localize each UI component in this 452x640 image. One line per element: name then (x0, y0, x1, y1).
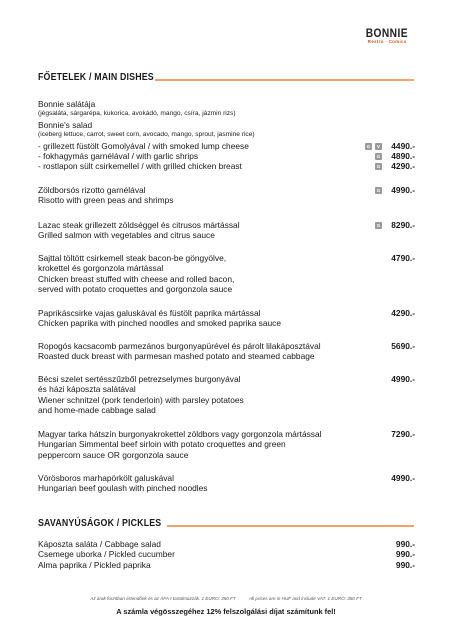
section-title-pickles: SAVANYÚSÁGOK / PICKLES (38, 518, 162, 529)
price-note-en: All prices are in HUF and include VAT. 1 EURO: 350 FT (248, 596, 362, 601)
dietary-badge-icon (375, 143, 382, 150)
dish-line: and home-made cabbage salad (38, 405, 156, 416)
service-charge-note: A számla végösszegéhez 12% felszolgálási díjat számítunk fel! (116, 607, 336, 616)
dish-line: Bécsi szelet sertésszűzből petrezselymes burgonyával (38, 374, 241, 384)
dish-price: 4990.- (391, 374, 415, 384)
section-pickles (38, 518, 178, 529)
dish-name-hu: Bonnie salátája (38, 99, 96, 109)
pickle-item: Csemege uborka / Pickled cucumber (38, 549, 175, 560)
section-main-dishes (38, 72, 170, 83)
dish-price: 8290.- (391, 220, 415, 230)
dish-line: served with potato croquettes and gorgonzola sauce (38, 284, 233, 295)
dish-name-en: Bonnie's salad (38, 119, 93, 130)
pickle-item: Káposzta saláta / Cabbage salad (38, 539, 161, 549)
section-rule-pickles (167, 525, 414, 527)
dietary-badge-icon (375, 222, 382, 229)
dish-price: 4290.- (391, 161, 415, 172)
dietary-badge-letter: G (376, 223, 381, 228)
pickle-price: 990.- (395, 559, 415, 570)
dish-line: Vörösboros marhapörkölt galuskával (38, 473, 174, 483)
section-rule-main (155, 79, 414, 81)
dish-line: Magyar tarka hátszín burgonyakrokettel zöldbors vagy gorgonzola mártással (38, 429, 322, 439)
dish-price: 4990.- (391, 185, 415, 195)
pickle-item: Alma paprika / Pickled paprika (38, 559, 151, 570)
dish-line: krokettel és gorgonzola mártással (38, 263, 164, 274)
dish-line: peppercorn sauce OR gorgonzola sauce (38, 449, 189, 460)
dish-line: Sajttal töltött csirkemell steak bacon-be göngyölve, (38, 253, 227, 263)
dish-line: Hungarian beef goulash with pinched noodles (38, 483, 208, 494)
logo-name: BONNIE (366, 26, 409, 40)
dish-line: Wiener schnitzel (pork tenderloin) with parsley potatoes (38, 394, 244, 405)
dish-price: 4890.- (391, 151, 415, 161)
dish-line: Roasted duck breast with parmesan mashed potato and steamed cabbage (38, 351, 315, 362)
dish-price: 4990.- (391, 473, 415, 483)
dish-line: Risotto with green peas and shrimps (38, 195, 174, 206)
section-title-main: FŐETELEK / MAIN DISHES (38, 72, 154, 83)
dietary-badge-letter: V (376, 143, 380, 149)
dietary-badge-letter: G (376, 154, 381, 159)
dish-ingredients-en: (iceberg lettuce, carrot, sweet corn, avocado, mango, sprout, jasmine rice) (38, 131, 255, 139)
dish-line: Zöldborsós rizotto garnélával (38, 185, 146, 195)
dietary-badge-icon (375, 163, 382, 170)
salad-option: - grillezett füstölt Gomolyával / with smoked lump cheese (38, 140, 249, 151)
dish-price: 7290.- (391, 429, 415, 439)
pickle-price: 990.- (395, 549, 415, 560)
dietary-badge-letter: G (376, 188, 381, 193)
dish-line: Grilled salmon with vegetables and citrus sauce (38, 230, 215, 241)
dish-ingredients-hu: (jégsaláta, sárgarépa, kukorica, avokádó, mango, csíra, jázmin rizs) (38, 110, 236, 118)
dietary-badge-icon (375, 187, 382, 194)
dish-line: Lazac steak grillezett zöldséggel és citrusos mártással (38, 220, 240, 230)
dish-line: Paprikáscsirke vajas galuskával és füstölt paprika mártással (38, 308, 261, 318)
dietary-badge-icon (375, 153, 382, 160)
pickle-price: 990.- (395, 539, 415, 549)
dish-line: Chicken paprika with pinched noodles and smoked paprika sauce (38, 318, 282, 329)
dish-price: 5690.- (391, 341, 415, 351)
brand-logo (362, 27, 412, 45)
price-note (0, 596, 452, 601)
dietary-badge-letter: G (376, 164, 381, 170)
price-note-hu: Az árak forintban értendőek és az ÁFA-t tartalmazzák. 1 EURO: 350 FT (90, 596, 236, 601)
dish-line: és házi káposzta salátával (38, 384, 136, 395)
salad-option: - rostlapon sült csirkemellel / with grilled chicken breast (38, 161, 242, 172)
dish-line: Ropogós kacsacomb parmezános burgonyapürével és párolt lilakáposztával (38, 341, 321, 351)
dish-line: Hungarian Simmental beef sirloin with potato croquettes and green (38, 439, 286, 450)
dish-line: Chicken breast stuffed with cheese and rolled bacon, (38, 273, 235, 284)
dietary-badge-icon (365, 143, 372, 150)
dish-price: 4290.- (391, 308, 415, 318)
dish-price: 4790.- (391, 253, 415, 263)
salad-option: - fokhagymás garnélával / with garlic shrips (38, 151, 199, 161)
dietary-badge-letter: G (366, 143, 371, 149)
dish-price: 4490.- (391, 140, 415, 151)
logo-tagline: Restro · Comics (367, 39, 407, 44)
